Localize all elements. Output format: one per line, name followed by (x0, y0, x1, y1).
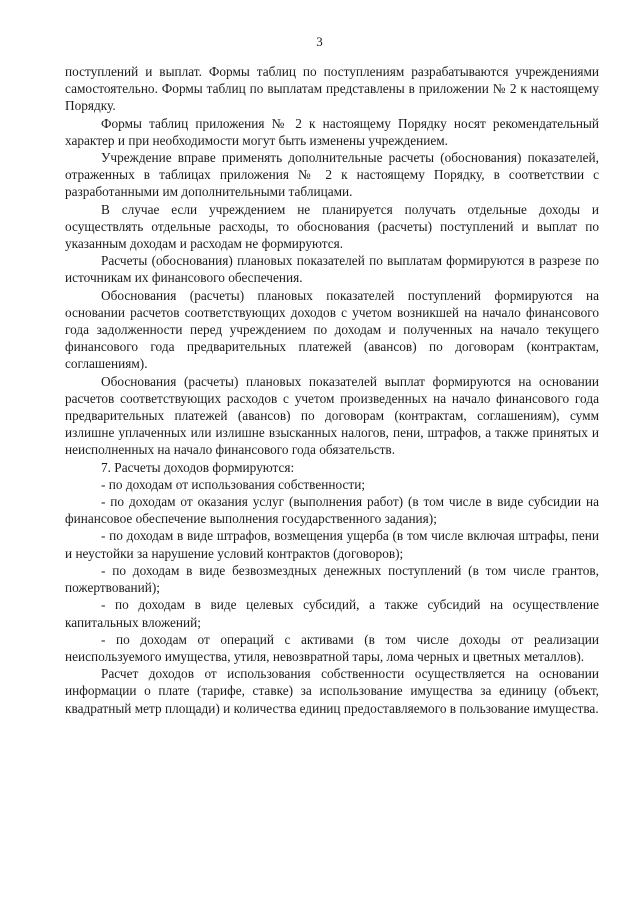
paragraph-receipt-justification: Обоснования (расчеты) плановых показателей поступлений формируются на основании расчетов соответствующих доходов с учетом возникшей на начало финансового года задолженности перед учреждением по доходам и полученных на начало текущего финансового года предварительных платежей (авансов) по договорам (контрактам, соглашениям). (65, 287, 599, 372)
page-number: 3 (316, 34, 323, 49)
document-body (65, 63, 599, 717)
paragraph-payment-calculations: Расчеты (обоснования) плановых показателей по выплатам формируются в разрезе по источникам их финансового обеспечения. (65, 253, 599, 286)
list-item-assets-income: - по доходам от операций с активами (в том числе доходы от реализации неиспользуемого имущества, утиля, невозвратной тары, лома черных и цветных металлов). (65, 631, 599, 664)
list-item-services-income: - по доходам от оказания услуг (выполнения работ) (в том числе в виде субсидии на финансовое обеспечение выполнения государственного задания); (65, 494, 599, 527)
paragraph-additional-calculations: Учреждение вправе применять дополнительные расчеты (обоснования) показателей, отраженных в таблицах приложения № 2 к настоящему Порядку, в соответствии с разработанными им дополнительными таблицами. (65, 150, 599, 200)
paragraph-forms-recommendation: Формы таблиц приложения № 2 к настоящему Порядку носят рекомендательный характер и при необходимости могут быть изменены учреждением. (65, 115, 599, 148)
list-item-subsidies-income: - по доходам в виде целевых субсидий, а также субсидий на осуществление капитальных вложений; (65, 597, 599, 630)
section-7-heading: 7. Расчеты доходов формируются: (101, 459, 295, 475)
paragraph-no-planned-income: В случае если учреждением не планируется получать отдельные доходы и осуществлять отдельные расходы, то обоснования (расчеты) поступлений и выплат по указанным доходам и расходам не формируются. (65, 201, 599, 252)
list-item-property-income: - по доходам от использования собственности; (101, 476, 366, 492)
paragraph-payment-justification: Обоснования (расчеты) плановых показателей выплат формируются на основании расчетов соответствующих расходов с учетом произведенных на начало финансового года предварительных платежей (авансов) по договорам (контрактам, соглашениям), сумм излишне уплаченных или излишне взысканных налогов, пени, штрафов, а также принятых и неисполненных на начало финансового года обязательств. (65, 373, 599, 458)
list-item-fines-income: - по доходам в виде штрафов, возмещения ущерба (в том числе включая штрафы, пени и неустойки за нарушение условий контрактов (договоров); (65, 528, 599, 561)
list-item-grants-income: - по доходам в виде безвозмездных денежных поступлений (в том числе грантов, пожертвований); (65, 562, 599, 596)
paragraph-property-income-calculation: Расчет доходов от использования собственности осуществляется на основании информации о плате (тарифе, ставке) за использование имущества за единицу (объект, квадратный метр площади) и количества единиц предоставляемого в пользование имущества. (65, 666, 599, 716)
paragraph-continuation: поступлений и выплат. Формы таблиц по поступлениям разрабатываются учреждениями самостоятельно. Формы таблиц по выплатам представлены в приложении № 2 к настоящему Порядку. (65, 64, 599, 114)
